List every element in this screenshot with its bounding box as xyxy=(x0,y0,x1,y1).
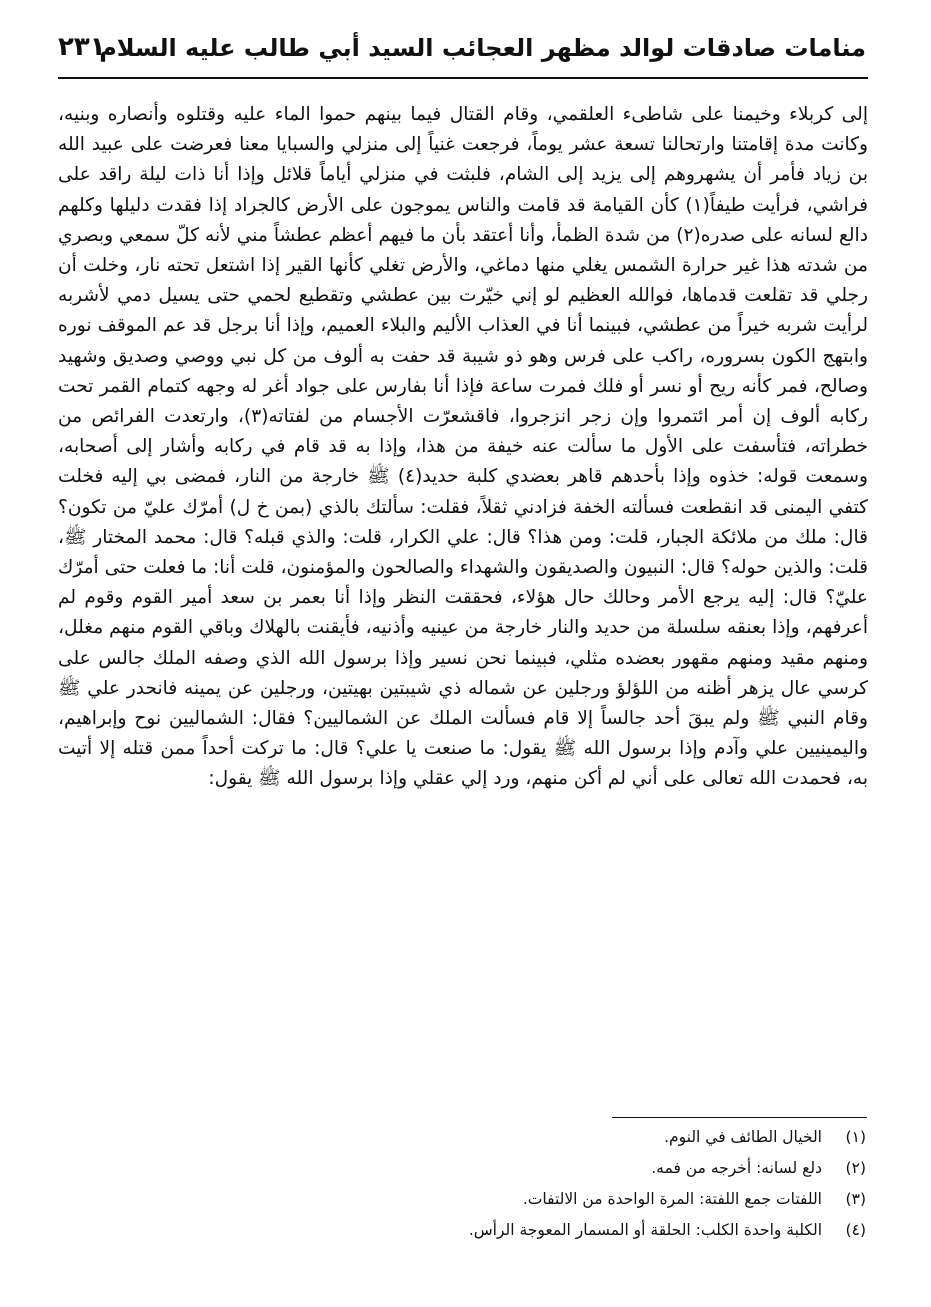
footnote-text: الكلبة واحدة الكلب: الحلقة أو المسمار المعوجة الرأس. xyxy=(468,1221,822,1239)
footnote-separator xyxy=(612,1117,867,1118)
footnote-item xyxy=(58,1184,866,1215)
footnote-number: (١) xyxy=(845,1128,866,1146)
footnote-number: (٤) xyxy=(845,1221,866,1239)
footnote-item xyxy=(58,1153,866,1184)
footnote-text: الخيال الطائف في النوم. xyxy=(664,1128,822,1146)
footnote-item xyxy=(58,1122,866,1153)
body-paragraph: إلى كربلاء وخيمنا على شاطىء العلقمي، وقام القتال فيما بينهم حموا الماء عليه وقتلوه وأنصاره وبنيه، وكانت مدة إقامتنا وارتحالنا تسعة عشر يوماً، فرجعت غنياً إلى منزلي والسبايا معنا فعرضت على عبيد الله بن زياد فأمر أن يشهروهم إلى يزيد إلى الشام، فلبثت في منزلي أياماً قلائل وإذا أنا ذات ليلة راقد على فراشي، فرأيت طيفاً(١) كأن القيامة قد قامت والناس يموجون على الأرض كالجراد إذا فقدت دليلها وكلهم دالع لسانه على صدره(٢) من شدة الظمأ، وأنا أعتقد بأن ما فيهم أعظم عطشاً مني لأنه كلّ سمعي وبصري من شدته هذا غير حرارة الشمس يغلي منها دماغي، والأرض تغلي كأنها القير إذا اشتعل تحته نار، وخلت أن رجلي قد تقلعت قدماها، فوالله العظيم لو إني خيّرت بين عطشي وتقطيع لحمي حتى يسيل دمي لأشربه لرأيت شربه خيراً من عطشي، فبينما أنا في العذاب الأليم والبلاء العميم، وإذا أنا برجل قد عم الموقف نوره وابتهج الكون بسروره، راكب على فرس وهو ذو شيبة قد حفت به ألوف من كل نبي ووصي وصديق وشهيد وصالح، فمر كأنه ريح أو نسر أو فلك فمرت ساعة فإذا أنا بفارس على جواد أغر له وجهه كتمام القمر تحت ركابه ألوف إن أمر ائتمروا وإن زجر انزجروا، فاقشعرّت الأجسام من لفتاته(٣)، وارتعدت الفرائص من خطراته، فتأسفت على الأول ما سألت عنه خيفة من هذا، وإذا به قد قام في ركابه وأشار إلى أصحابه، وسمعت قوله: خذوه وإذا بأحدهم قاهر بعضدي كلبة حديد(٤) ﷺ خارجة من النار، فمضى بي إليه فخلت كتفي اليمنى قد انقطعت فسألته الخفة فزادني ثقلاً، فقلت: سألتك بالذي (بمن خ ل) أمرّك عليّ من تكون؟ قال: ملك من ملائكة الجبار، قلت: ومن هذا؟ قال: علي الكرار، قلت: والذي قبله؟ قال: محمد المختار ﷺ، قلت: والذين حوله؟ قال: النبيون والصديقون والشهداء والصالحون والمؤمنون، قلت أنا: ما فعلت حتى أمرّك عليّ؟ قال: إليه يرجع الأمر وحالك حال هؤلاء، فحققت النظر وإذا أنا بعمر بن سعد أمير القوم وقوم لم أعرفهم، وإذا بعنقه سلسلة من حديد والنار خارجة من عينيه وأذنيه، فأيقنت بالهلاك وباقي القوم منهم مغلل، ومنهم مقيد ومنهم مقهور بعضده مثلي، فبينما نحن نسير وإذا برسول الله الذي وصفه الملك جالس على كرسي عال يزهر أظنه من اللؤلؤ ورجلين عن شماله ذي شيبتين بهيتين، ورجلين عن يمينه فانحدر علي ﷺ وقام النبي ﷺ ولم يبقَ أحد جالساً إلا قام فسألت الملك عن الشماليين؟ فقال: الشماليين نوح وإبراهيم، واليمينيين علي وآدم وإذا برسول الله ﷺ يقول: ما صنعت يا علي؟ قال: ما تركت أحداً ممن قتله إلا أتيت به، فحمدت الله تعالى على أني لم أكن منهم، ورد إلي عقلي وإذا برسول الله ﷺ يقول: xyxy=(58,104,868,790)
body-text xyxy=(58,100,868,795)
footnotes xyxy=(58,1122,866,1246)
footnote-item xyxy=(58,1215,866,1246)
footnote-number: (٣) xyxy=(845,1190,866,1208)
footnote-text: اللفتات جمع اللفتة: المرة الواحدة من الالتفات. xyxy=(522,1190,822,1208)
page-header xyxy=(58,30,866,76)
running-title: منامات صادقات لوالد مظهر العجائب السيد أبي طالب عليه السلام xyxy=(99,34,866,62)
page-number: ٢٣١ xyxy=(58,32,106,62)
footnote-number: (٢) xyxy=(845,1159,866,1177)
footnote-text: دلع لسانه: أخرجه من فمه. xyxy=(651,1159,822,1177)
header-rule xyxy=(58,77,868,79)
